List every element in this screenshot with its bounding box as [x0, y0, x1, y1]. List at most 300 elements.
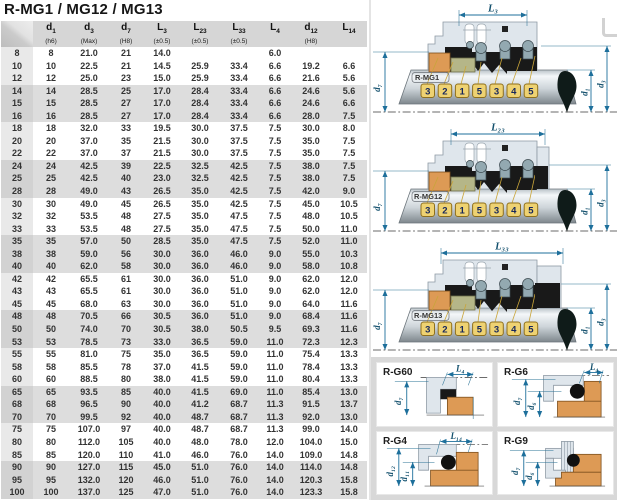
table-row	[1, 185, 367, 198]
dimension-table	[1, 21, 367, 499]
cell: 78	[120, 361, 131, 372]
cell: 59.0	[219, 336, 259, 349]
cell: 66	[109, 310, 143, 323]
col-header-d12: $d_{12}$ (H8)	[291, 21, 331, 47]
panel-label-rg9: R-G9	[504, 435, 528, 447]
dim-label-d7: d₇	[372, 322, 382, 330]
cell: 32.0	[80, 123, 98, 134]
cell: 62.0	[302, 273, 320, 284]
row-label: 65	[1, 386, 33, 399]
cell: 13.3	[340, 349, 358, 360]
cell: 33	[120, 123, 131, 134]
row-label: 58	[1, 361, 33, 374]
cell: 11.0	[266, 361, 284, 372]
cell: 35	[120, 135, 131, 146]
cell: 9.0	[268, 286, 282, 297]
row-label: 32	[1, 210, 33, 223]
cell: 23.0	[143, 172, 181, 185]
table-row	[1, 310, 367, 323]
cell: 25.9	[191, 73, 209, 84]
cell: 75.4	[302, 349, 320, 360]
cell: 55	[45, 349, 56, 360]
col-header-L3: $L_3$ (±0.5)	[143, 21, 181, 47]
table-row	[1, 474, 367, 487]
cell: 6.6	[342, 60, 356, 71]
cell: 42.5	[69, 172, 109, 185]
row-label: 8	[1, 47, 33, 60]
col-header-d3: $d_3$ (Max)	[69, 21, 109, 47]
row-label: 50	[1, 323, 33, 336]
cell: 62.0	[69, 260, 109, 273]
callout-number: 3	[425, 324, 431, 336]
cell: 9.0	[259, 310, 291, 323]
cell: 6.6	[259, 97, 291, 110]
cell: 9.0	[331, 185, 367, 198]
callout-number: 4	[511, 86, 517, 98]
row-label: 43	[1, 285, 33, 298]
callout-number: 1	[459, 324, 465, 336]
cell: 112.0	[77, 436, 101, 447]
cell: 88.5	[80, 374, 98, 385]
cell: 36.0	[191, 273, 209, 284]
cell: 132.0	[69, 474, 109, 487]
cell: 27.5	[153, 211, 171, 222]
callout-group	[421, 322, 538, 336]
table-row	[1, 60, 367, 73]
cell: 25	[109, 85, 143, 98]
cell: 70	[33, 411, 69, 424]
cell: 13.7	[331, 398, 367, 411]
cell: 49.0	[80, 198, 98, 209]
cell: 9.0	[268, 298, 282, 309]
table-row	[1, 172, 367, 185]
cell: 99.0	[302, 424, 320, 435]
cell: 11.3	[266, 424, 284, 435]
row-label: 90	[1, 461, 33, 474]
cell: 41.5	[181, 386, 219, 399]
cell: 51.0	[181, 486, 219, 499]
cell: 35.0	[302, 135, 320, 146]
seal-drawing-mg13	[371, 238, 617, 357]
dim-label-l23: L₂₃	[491, 122, 505, 134]
col-header-L4: $L_4$	[259, 21, 291, 47]
diagram-column	[369, 0, 617, 500]
cell: 46.0	[219, 248, 259, 261]
table-row	[1, 411, 367, 424]
cell: 32	[45, 211, 56, 222]
cell	[219, 47, 259, 60]
cell: 33.4	[219, 85, 259, 98]
cell: 42.0	[291, 185, 331, 198]
table-row	[1, 285, 367, 298]
cell: 99.5	[69, 411, 109, 424]
cell: 36.0	[191, 286, 209, 297]
cell: 92.0	[291, 411, 331, 424]
cell: 17.0	[143, 110, 181, 123]
cell: 7.5	[268, 135, 282, 146]
cell: 36.5	[181, 336, 219, 349]
cell: 78.5	[69, 336, 109, 349]
table-row	[1, 260, 367, 273]
cell: 58	[109, 260, 143, 273]
cell: 105	[118, 436, 134, 447]
cell: 47.5	[230, 223, 248, 234]
callout-number: 5	[476, 324, 482, 336]
cell: 12.3	[331, 336, 367, 349]
cell: 25.9	[191, 60, 209, 71]
dim-label-d3: d₃	[595, 199, 606, 207]
cell: 42.5	[219, 160, 259, 173]
cell: 7.5	[342, 148, 356, 159]
cell: 50.0	[302, 223, 320, 234]
cell: 63	[120, 298, 131, 309]
cell: 8.0	[342, 123, 356, 134]
cell: 32.5	[181, 172, 219, 185]
cell: 69.0	[219, 386, 259, 399]
cell: 35	[33, 235, 69, 248]
dim-label-l4: L₄	[589, 363, 599, 372]
cell: 21	[120, 60, 131, 71]
model-label-mg13: R-MG13	[414, 311, 443, 320]
callout-group	[421, 84, 538, 98]
cell: 45.0	[302, 198, 320, 209]
cell: 17.0	[143, 97, 181, 110]
cell: 75	[45, 424, 56, 435]
table-row	[1, 97, 367, 110]
cell: 27.5	[153, 223, 171, 234]
cell: 35.0	[302, 148, 320, 159]
cell: 51.0	[230, 273, 248, 284]
cell: 70.5	[69, 310, 109, 323]
cell: 14.0	[259, 474, 291, 487]
row-label: 12	[1, 72, 33, 85]
cell: 21.5	[153, 135, 171, 146]
cell: 37.0	[80, 135, 98, 146]
table-row	[1, 147, 367, 160]
cell: 38.0	[291, 160, 331, 173]
panel-rg9	[497, 431, 614, 496]
cell: 28.4	[181, 110, 219, 123]
table-row	[1, 348, 367, 361]
cell: 35.0	[191, 198, 209, 209]
cell: 9.0	[268, 273, 282, 284]
cell: 40	[33, 260, 69, 273]
cell: 60	[45, 374, 56, 385]
cell: 36.0	[181, 260, 219, 273]
cell: 12.0	[340, 286, 358, 297]
cell: 85	[45, 449, 56, 460]
dim-label-d3: d₃	[595, 318, 606, 326]
cell: 6.6	[268, 60, 282, 71]
cell: 28.4	[181, 85, 219, 98]
table-row	[1, 323, 367, 336]
table-row	[1, 386, 367, 399]
cell: 11.0	[266, 374, 284, 385]
row-label: 80	[1, 436, 33, 449]
callout-number: 1	[459, 205, 465, 217]
dim-label-d12: d₁₂	[384, 465, 395, 477]
cell: 40	[109, 172, 143, 185]
cell: 51.0	[219, 310, 259, 323]
cell: 36.0	[181, 248, 219, 261]
cell: 85.5	[80, 361, 98, 372]
cell: 10.3	[331, 248, 367, 261]
cell: 69.3	[291, 323, 331, 336]
panel-rg60	[376, 362, 493, 427]
table-row	[1, 248, 367, 261]
row-label: 75	[1, 423, 33, 436]
cell: 58	[45, 361, 56, 372]
cell: 7.5	[268, 123, 282, 134]
cell: 17.0	[143, 85, 181, 98]
cell: 11.0	[259, 336, 291, 349]
cell: 14.0	[259, 486, 291, 499]
dim-label-d1: d₁	[579, 207, 590, 215]
cell: 39	[109, 160, 143, 173]
cell: 12.0	[340, 273, 358, 284]
cell: 120.3	[291, 474, 331, 487]
cell: 13.0	[331, 386, 367, 399]
cell	[291, 47, 331, 60]
cell: 28	[33, 185, 69, 198]
cell: 11.0	[266, 349, 284, 360]
cell: 61	[120, 273, 131, 284]
table-row	[1, 47, 367, 60]
cell: 7.5	[268, 223, 282, 234]
cell: 42.5	[230, 198, 248, 209]
table-row	[1, 373, 367, 386]
dim-label-d7: d₇	[511, 397, 522, 405]
model-label-mg12: R-MG12	[414, 192, 443, 201]
cell: 48.0	[191, 436, 209, 447]
cell: 70	[109, 323, 143, 336]
cell: 9.0	[259, 260, 291, 273]
model-label-mg1: R-MG1	[415, 73, 440, 82]
cell: 30.0	[191, 135, 209, 146]
cell: 15.8	[331, 474, 367, 487]
dim-label-d3: d₃	[595, 80, 606, 88]
col-header-d1: $d_1$ (h6)	[33, 21, 69, 47]
cell: 80.4	[302, 374, 320, 385]
cell: 14.0	[266, 449, 284, 460]
cell: 50.5	[219, 323, 259, 336]
row-label: 42	[1, 273, 33, 286]
row-label: 85	[1, 449, 33, 462]
dim-label-l14: L₁₄	[450, 431, 463, 441]
cell: 15.0	[153, 73, 171, 84]
cell: 11.0	[340, 223, 358, 234]
cell: 32.5	[181, 160, 219, 173]
table-row	[1, 336, 367, 349]
cell: 11.3	[259, 398, 291, 411]
cell: 33.4	[219, 110, 259, 123]
table-header	[1, 21, 367, 47]
cell: 33	[45, 223, 56, 234]
cell: 40.0	[153, 436, 171, 447]
cell	[181, 47, 219, 60]
table-row	[1, 72, 367, 85]
row-label: 95	[1, 474, 33, 487]
table-row	[1, 423, 367, 436]
cell: 51.0	[181, 461, 219, 474]
cell: 6.6	[259, 85, 291, 98]
cell: 78.4	[302, 361, 320, 372]
cell: 127.0	[69, 461, 109, 474]
panel-rg4	[376, 431, 493, 496]
cell: 61	[120, 286, 131, 297]
cell: 59.0	[230, 361, 248, 372]
cell: 78.0	[230, 436, 248, 447]
cell: 35.0	[181, 185, 219, 198]
cell: 48	[120, 223, 131, 234]
cell: 10.8	[331, 260, 367, 273]
cell: 48	[33, 310, 69, 323]
cell: 33.0	[143, 336, 181, 349]
row-label: 25	[1, 172, 33, 185]
table-row	[1, 110, 367, 123]
cell: 48	[120, 211, 131, 222]
seal-diagram-mg13	[371, 238, 617, 357]
cell: 38.0	[153, 374, 171, 385]
row-label: 60	[1, 373, 33, 386]
dim-label-d1: d₁	[579, 326, 590, 334]
cell: 36.0	[181, 310, 219, 323]
cell: 59.0	[230, 349, 248, 360]
cell: 47.5	[219, 235, 259, 248]
table-row	[1, 486, 367, 499]
cell: 33.4	[230, 73, 248, 84]
row-label: 28	[1, 185, 33, 198]
cell: 14.0	[153, 48, 171, 58]
callout-number: 3	[425, 205, 431, 217]
dim-label-d11: d₁₁	[399, 470, 410, 481]
cell: 41.2	[181, 398, 219, 411]
table-row	[1, 85, 367, 98]
dim-label-d7: d₇	[372, 84, 382, 92]
seal-drawing-mg1	[371, 0, 617, 119]
row-label: 35	[1, 235, 33, 248]
seat-detail-grid	[371, 357, 617, 500]
cell: 109.0	[299, 449, 323, 460]
cell: 24.6	[291, 97, 331, 110]
cell: 65.5	[80, 273, 98, 284]
cell: 11.6	[331, 310, 367, 323]
table-row	[1, 122, 367, 135]
cell: 15.8	[331, 486, 367, 499]
cell: 7.5	[331, 160, 367, 173]
cell: 12.0	[266, 436, 284, 447]
table-row	[1, 198, 367, 211]
cell: 64.0	[302, 298, 320, 309]
cell: 13.3	[340, 374, 358, 385]
row-label: 100	[1, 486, 33, 499]
callout-number: 2	[442, 324, 448, 336]
col-header-L23: $L_{23}$ (±0.5)	[181, 21, 219, 47]
cell: 23	[120, 73, 131, 84]
callout-number: 5	[528, 86, 534, 98]
cell: 30.0	[191, 148, 209, 159]
seal-drawing-mg12	[371, 119, 617, 238]
cell: 68.7	[219, 411, 259, 424]
cell: 120.0	[77, 449, 101, 460]
cell: 8	[48, 48, 54, 58]
cell: 42.5	[69, 160, 109, 173]
table-row	[1, 449, 367, 462]
cell: 7.5	[331, 172, 367, 185]
cell: 48.7	[191, 424, 209, 435]
cell: 37.5	[230, 123, 248, 134]
cell: 11.3	[259, 411, 291, 424]
row-label: 40	[1, 260, 33, 273]
cell: 28.0	[291, 110, 331, 123]
cell: 85	[109, 386, 143, 399]
cell: 16	[33, 110, 69, 123]
cell: 9.5	[259, 323, 291, 336]
cell: 7.5	[342, 135, 356, 146]
cell: 90	[33, 461, 69, 474]
cell: 41.5	[191, 374, 209, 385]
cell: 68.4	[291, 310, 331, 323]
cell: 10.5	[340, 198, 358, 209]
cell: 91.5	[291, 398, 331, 411]
cell: 59.0	[69, 248, 109, 261]
col-header-d7: $d_7$ (H8)	[109, 21, 143, 47]
cell: 38	[33, 248, 69, 261]
cell: 14.0	[259, 461, 291, 474]
cell: 100	[33, 486, 69, 499]
cell: 59.0	[230, 374, 248, 385]
cell: 12	[45, 73, 56, 84]
cell: 46.0	[219, 260, 259, 273]
cell: 45	[120, 198, 131, 209]
dim-label-l3: L₃	[487, 3, 499, 15]
row-label: 18	[1, 122, 33, 135]
callout-number: 1	[459, 86, 465, 98]
dim-label-l33: L₃₃	[495, 241, 509, 253]
cell: 30.5	[143, 323, 181, 336]
dim-label-d6: d₆	[524, 471, 535, 480]
cell: 37	[120, 148, 131, 159]
cell: 75	[120, 349, 131, 360]
row-label: 24	[1, 160, 33, 173]
table-row	[1, 436, 367, 449]
cell: 28.5	[69, 85, 109, 98]
cell: 35.0	[181, 235, 219, 248]
cell: 85.4	[291, 386, 331, 399]
table-row	[1, 135, 367, 148]
cell: 97	[120, 424, 131, 435]
table-row	[1, 235, 367, 248]
seal-diagram-mg1	[371, 0, 617, 119]
cell: 41.5	[191, 361, 209, 372]
cell: 51.0	[230, 286, 248, 297]
callout-number: 5	[528, 205, 534, 217]
callout-number: 5	[476, 205, 482, 217]
cell: 7.5	[259, 235, 291, 248]
cell: 28.5	[143, 235, 181, 248]
panel-label-rg4: R-G4	[383, 435, 407, 447]
callout-number: 4	[511, 205, 517, 217]
callout-number: 4	[511, 324, 517, 336]
cell: 11.0	[259, 386, 291, 399]
cell: 120	[109, 474, 143, 487]
cell: 37.5	[230, 135, 248, 146]
cell: 22.5	[143, 160, 181, 173]
cell: 35.0	[191, 211, 209, 222]
cell: 7.5	[331, 110, 367, 123]
cell: 30.0	[153, 298, 171, 309]
cell: 68.7	[219, 398, 259, 411]
